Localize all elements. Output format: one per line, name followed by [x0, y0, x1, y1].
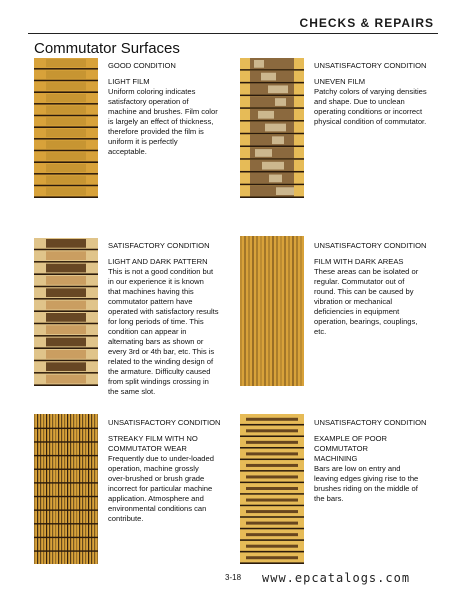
streak	[37, 414, 38, 564]
film-band	[46, 106, 86, 114]
commutator-photo-light-film	[34, 58, 98, 198]
bar-gap	[34, 286, 98, 288]
dark-streak	[264, 236, 266, 386]
condition-label: UNSATISFACTORY CONDITION	[314, 61, 427, 70]
bar-gap	[34, 138, 98, 140]
streak	[91, 414, 92, 564]
bar-gap	[240, 82, 304, 84]
bar-gap	[240, 447, 304, 449]
streak	[46, 414, 47, 564]
machining-mark	[246, 441, 298, 444]
film-band	[46, 94, 86, 102]
bar-gap	[34, 509, 98, 510]
bar-gap	[34, 441, 98, 442]
bar-gap	[34, 455, 98, 456]
streak	[76, 414, 77, 564]
bar-gap	[240, 133, 304, 135]
entry-heading: STREAKY FILM WITH NO COMMUTATOR WEAR	[108, 434, 198, 453]
film-band	[46, 276, 86, 285]
bar-gap	[34, 310, 98, 312]
machining-mark	[246, 429, 298, 432]
streaky-film-image	[34, 414, 98, 564]
poor-machining-image	[240, 414, 304, 564]
entry-heading: FILM WITH DARK AREAS	[314, 257, 404, 266]
entry-body: Uniform coloring indicates satisfactory operation of machine and brushes. Film color is largely an effect of thickness, therefore provided the film is uniform it is perfectly acceptable.	[108, 87, 218, 156]
film-patch	[262, 162, 284, 170]
dark-streak	[240, 236, 242, 386]
film-band	[46, 313, 86, 322]
bar-gap	[34, 537, 98, 538]
bar-gap	[240, 516, 304, 518]
film-patch	[268, 85, 288, 93]
entry-poor-machining	[314, 418, 449, 504]
film-band	[46, 176, 86, 184]
dark-streak	[244, 236, 246, 386]
entry-body: This is not a good condition but in our experience it is known that machines having this commutator pattern have operated with satisfactory results for long periods of time. This condition can appear in alternating bars as shown or every 3rd or 4th bar, etc. This is related to the winding design of the armature. Difficulty caused from split windings crossing in the same slot.	[108, 267, 219, 396]
streak	[52, 414, 53, 564]
bar-gap	[34, 323, 98, 325]
bar-gap	[240, 120, 304, 122]
streak	[85, 414, 86, 564]
film-patch	[265, 124, 286, 132]
bar-gap	[34, 384, 98, 386]
dark-streak	[280, 236, 282, 386]
film-band	[46, 187, 86, 195]
bar-gap	[240, 69, 304, 71]
watermark: www.epcatalogs.com	[262, 571, 411, 585]
bar-gap	[240, 435, 304, 437]
bar-gap	[34, 68, 98, 70]
bar-gap	[34, 273, 98, 275]
streak	[40, 414, 41, 564]
streak	[34, 414, 35, 564]
streak	[49, 414, 50, 564]
bar-gap	[34, 428, 98, 429]
machining-mark	[246, 499, 298, 502]
bar-gap	[240, 493, 304, 495]
dark-streak	[292, 236, 294, 386]
bar-gap	[34, 173, 98, 175]
bar-gap	[34, 482, 98, 483]
dark-streak	[300, 236, 302, 386]
entry-body: Frequently due to under-loaded operation, machine grossly over-brushed or brush grade incorrect for particular machine application. Atmosphere and environmental conditions can contribute.	[108, 454, 214, 523]
header-rule	[28, 33, 438, 34]
machining-mark	[246, 510, 298, 513]
machining-mark	[246, 487, 298, 490]
bar-gap	[34, 496, 98, 497]
bar-gap	[240, 158, 304, 160]
bar-gap	[34, 150, 98, 152]
light-dark-pattern-image	[34, 238, 98, 386]
bar-gap	[240, 528, 304, 530]
film-patch	[254, 60, 264, 68]
machining-mark	[246, 533, 298, 536]
film-patch	[269, 175, 282, 183]
page-title: Commutator Surfaces	[34, 40, 180, 57]
bar-gap	[34, 103, 98, 105]
bar-gap	[240, 505, 304, 507]
bar-gap	[34, 161, 98, 163]
film-band	[46, 251, 86, 260]
film-band	[46, 375, 86, 384]
dark-streak	[276, 236, 278, 386]
machining-mark	[246, 556, 298, 559]
dark-streak	[288, 236, 290, 386]
entry-heading: LIGHT FILM	[108, 77, 150, 86]
condition-label: UNSATISFACTORY CONDITION	[314, 418, 427, 427]
bar-gap	[34, 91, 98, 93]
streak	[82, 414, 83, 564]
bar-gap	[34, 261, 98, 263]
machining-mark	[246, 452, 298, 455]
commutator-photo-poor-machining	[240, 414, 304, 564]
streak	[55, 414, 56, 564]
commutator-photo-streaky-film	[34, 414, 98, 564]
entry-light-film	[108, 61, 228, 157]
streak	[58, 414, 59, 564]
section-title: CHECKS & REPAIRS	[299, 16, 434, 30]
dark-streak	[256, 236, 258, 386]
film-patch	[261, 73, 276, 81]
streak	[67, 414, 68, 564]
dark-streak	[284, 236, 286, 386]
light-film-image	[34, 58, 98, 198]
entry-body: Bars are low on entry and leaving edges giving rise to the brushes riding on the middle of the bars.	[314, 464, 419, 503]
bar-gap	[34, 335, 98, 337]
entry-light-dark-pattern	[108, 241, 233, 397]
bar-gap	[34, 298, 98, 300]
bar-gap	[240, 470, 304, 472]
page-number: 3-18	[225, 573, 242, 582]
streak	[97, 414, 98, 564]
machining-mark	[246, 464, 298, 467]
commutator-photo-light-dark-pattern	[34, 238, 98, 386]
bar-gap	[240, 171, 304, 173]
streak	[43, 414, 44, 564]
entry-dark-areas	[314, 241, 449, 337]
bar-gap	[34, 115, 98, 117]
uneven-film-image	[240, 58, 304, 198]
film-band	[46, 239, 86, 248]
condition-label: UNSATISFACTORY CONDITION	[108, 418, 221, 427]
bar-gap	[34, 80, 98, 82]
bar-gap	[240, 424, 304, 426]
entry-body: Patchy colors of varying densities and shape. Due to unclean operating conditions or incorrect physical condition of commutator.	[314, 87, 427, 126]
commutator-photo-uneven-film	[240, 58, 304, 198]
film-band	[46, 350, 86, 359]
bar-gap	[34, 469, 98, 470]
film-band	[46, 301, 86, 310]
film-band	[46, 325, 86, 334]
film-band	[46, 362, 86, 371]
film-band	[46, 288, 86, 297]
condition-label: UNSATISFACTORY CONDITION	[314, 241, 427, 250]
film-band	[46, 164, 86, 172]
bar-gap	[34, 185, 98, 187]
condition-label: GOOD CONDITION	[108, 61, 176, 70]
commutator-photo-dark-areas	[240, 236, 304, 386]
bar-gap	[34, 550, 98, 551]
streak	[61, 414, 62, 564]
film-band	[46, 129, 86, 137]
bar-gap	[240, 145, 304, 147]
film-patch	[272, 136, 284, 144]
machining-mark	[246, 522, 298, 525]
streak	[73, 414, 74, 564]
entry-body: These areas can be isolated or regular. Commutator out of round. This can be caused by vibration or mechanical deficiencies in equipment operation, bearings, couplings, etc.	[314, 267, 419, 336]
bar-gap	[240, 539, 304, 541]
dark-streak	[248, 236, 250, 386]
streak	[70, 414, 71, 564]
bar-gap	[240, 562, 304, 564]
entry-heading: EXAMPLE OF POOR COMMUTATOR MACHINING	[314, 434, 388, 463]
film-band	[46, 82, 86, 90]
streak	[94, 414, 95, 564]
film-band	[46, 117, 86, 125]
film-patch	[255, 149, 272, 157]
machining-mark	[246, 475, 298, 478]
bar-gap	[240, 95, 304, 97]
streak	[88, 414, 89, 564]
film-band	[250, 96, 294, 107]
bar-gap	[240, 107, 304, 109]
film-patch	[258, 111, 274, 119]
bar-gap	[240, 482, 304, 484]
film-band	[46, 71, 86, 79]
bar-gap	[34, 360, 98, 362]
dark-streak	[296, 236, 298, 386]
machining-mark	[246, 418, 298, 421]
dark-streak	[272, 236, 274, 386]
dark-streak	[268, 236, 270, 386]
bar-gap	[240, 551, 304, 553]
page-header	[0, 0, 460, 38]
film-patch	[276, 187, 294, 195]
dark-areas-image	[240, 236, 304, 386]
condition-label: SATISFACTORY CONDITION	[108, 241, 210, 250]
bar-gap	[34, 347, 98, 349]
film-band	[46, 152, 86, 160]
film-band	[46, 338, 86, 347]
bar-gap	[34, 249, 98, 251]
dark-streak	[260, 236, 262, 386]
machining-mark	[246, 545, 298, 548]
entry-heading: UNEVEN FILM	[314, 77, 366, 86]
streak	[79, 414, 80, 564]
film-band	[46, 264, 86, 273]
bar-gap	[34, 372, 98, 374]
entry-uneven-film	[314, 61, 449, 127]
bar-gap	[34, 196, 98, 198]
film-band	[46, 141, 86, 149]
bar-gap	[34, 523, 98, 524]
entry-heading: LIGHT AND DARK PATTERN	[108, 257, 208, 266]
entry-streaky-film	[108, 418, 233, 524]
film-band	[46, 59, 86, 67]
bar-gap	[240, 196, 304, 198]
dark-streak	[252, 236, 254, 386]
bar-gap	[240, 459, 304, 461]
streak	[64, 414, 65, 564]
film-patch	[275, 98, 286, 106]
bar-gap	[34, 126, 98, 128]
bar-gap	[240, 184, 304, 186]
